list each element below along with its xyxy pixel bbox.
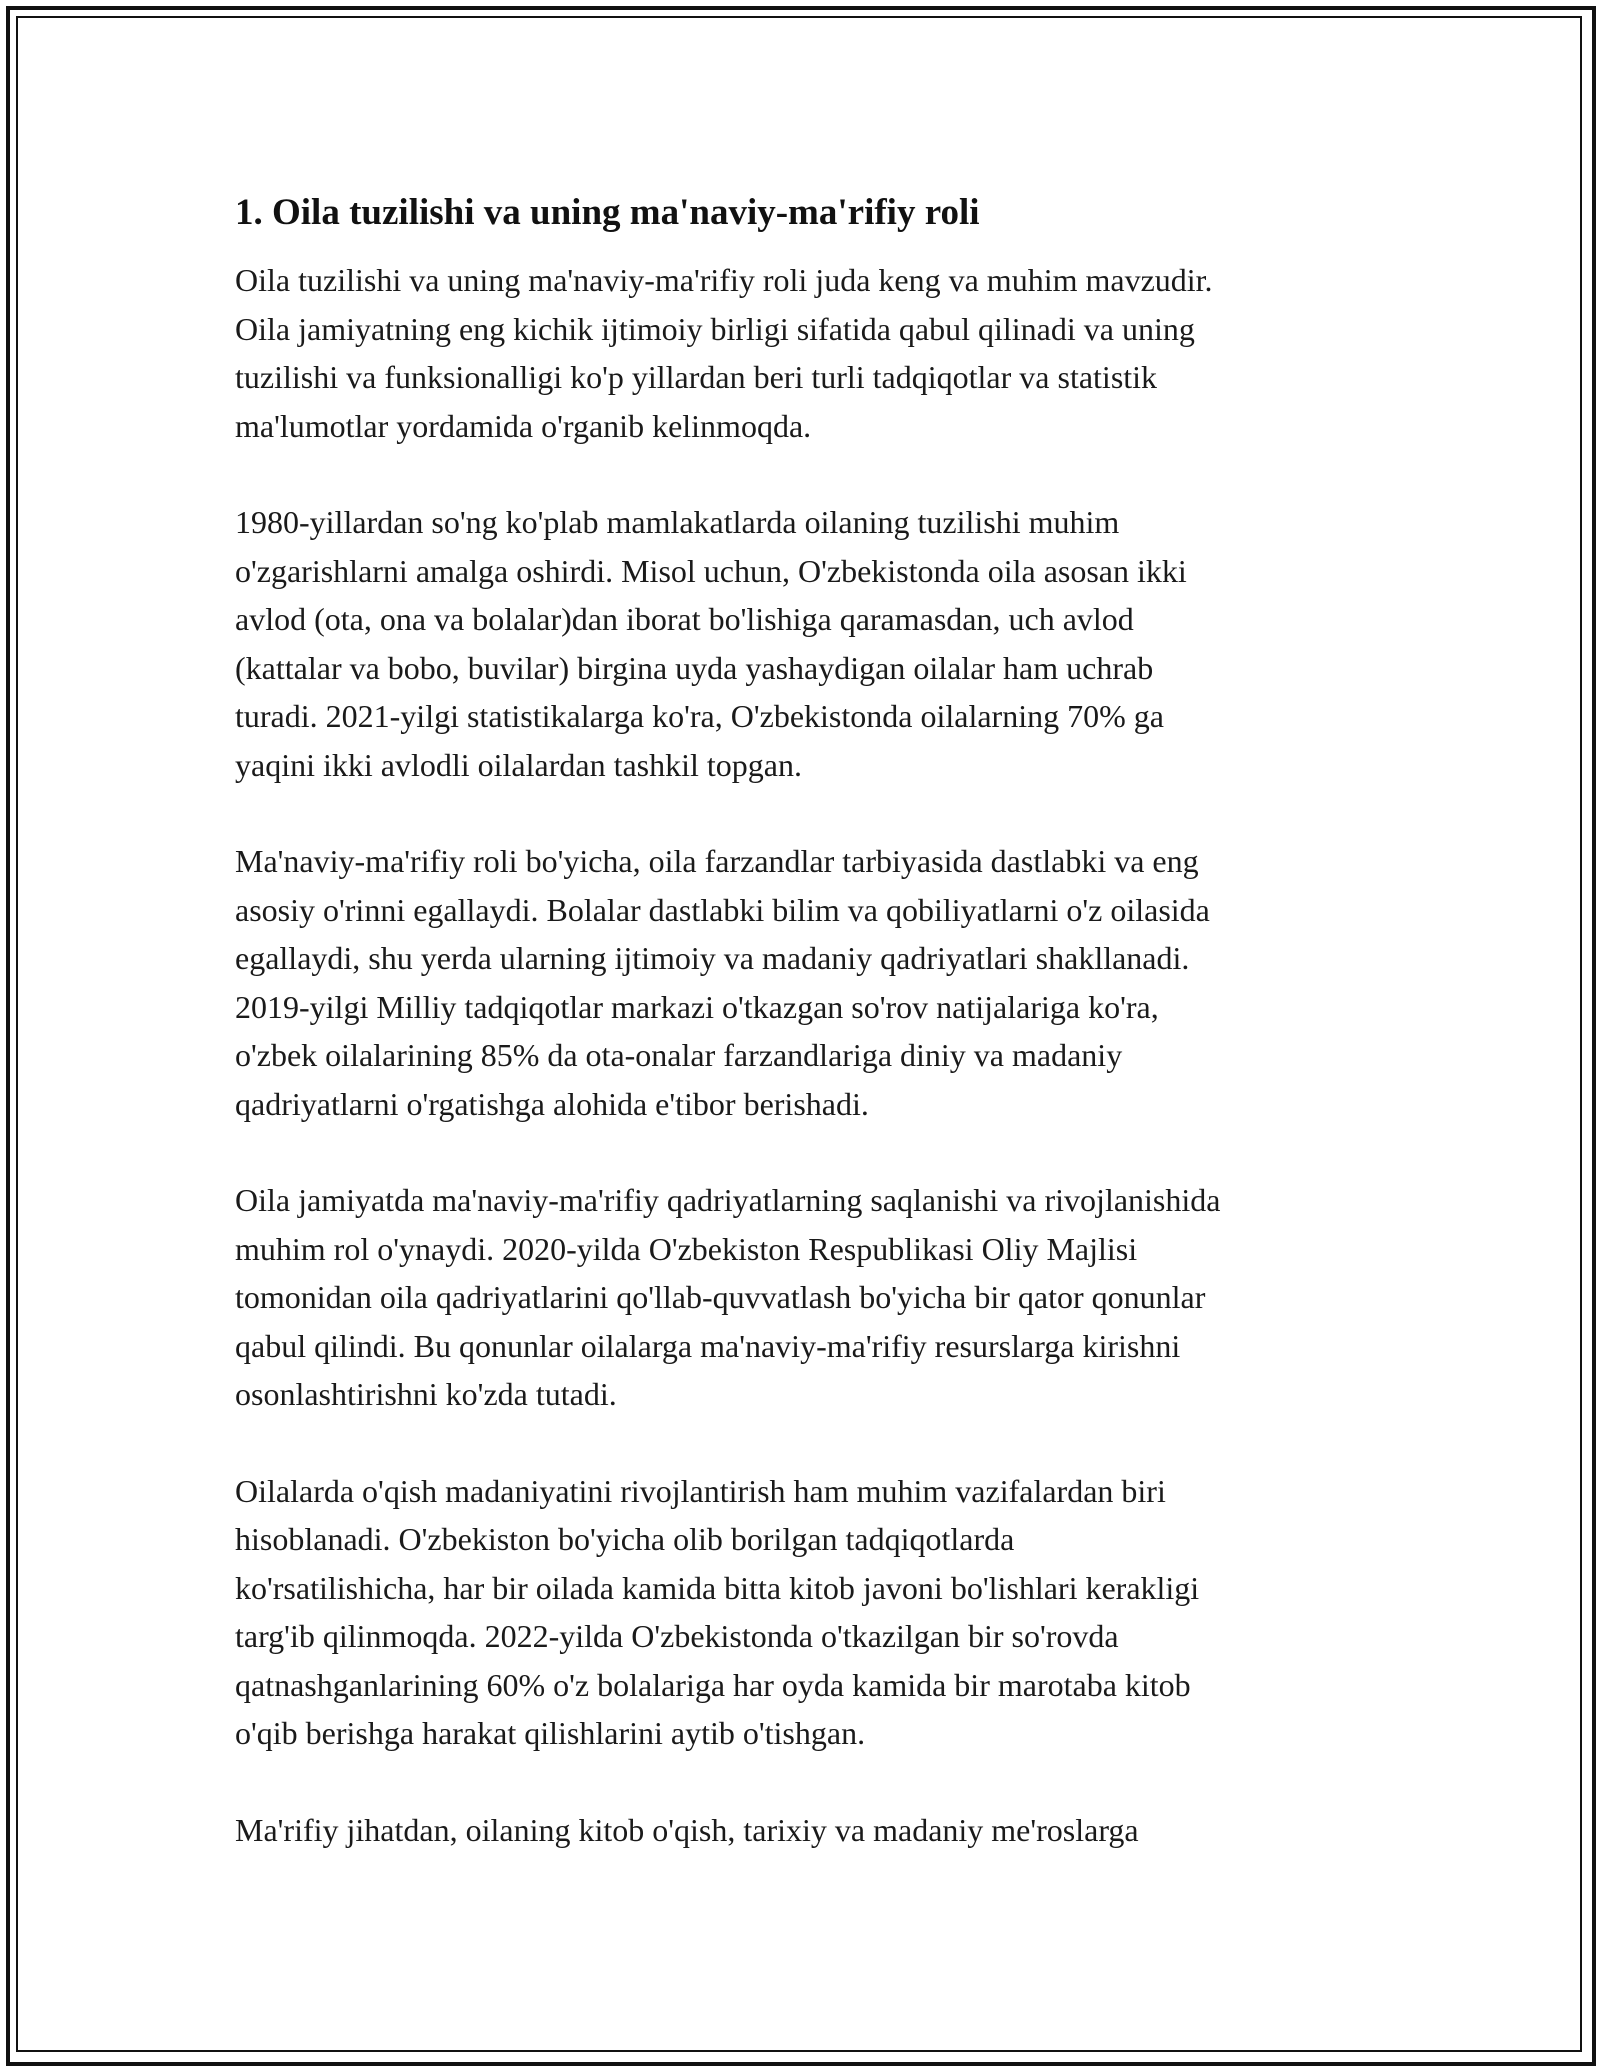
paragraph-6 [235, 1806, 1385, 1855]
text-line: targ'ib qilinmoqda. 2022-yilda O'zbekistonda o'tkazilgan bir so'rovda [235, 1618, 1119, 1654]
text-line: Oila jamiyatning eng kichik ijtimoiy birligi sifatida qabul qilinadi va uning [235, 310, 1195, 347]
text-line: o'qib berishga harakat qilishlarini aytib o'tishgan. [235, 1715, 866, 1751]
text-line: qatnashganlarining 60% o'z bolalariga har oyda kamida bir marotaba kitob [235, 1666, 1191, 1703]
document-body [235, 188, 1385, 1902]
text-line: Ma'naviy-ma'rifiy roli bo'yicha, oila farzandlar tarbiyasida dastlabki va eng [235, 843, 1199, 879]
text-line: tomonidan oila qadriyatlarini qo'llab-quvvatlash bo'yicha bir qator qonunlar [235, 1279, 1206, 1315]
text-line: o'zbek oilalarining 85% da ota-onalar farzandlariga diniy va madaniy [235, 1037, 1123, 1073]
text-line: avlod (ota, ona va bolalar)dan iborat bo'lishiga qaramasdan, uch avlod [235, 601, 1134, 637]
text-line: Oila jamiyatda ma'naviy-ma'rifiy qadriyatlarning saqlanishi va rivojlanishida [235, 1182, 1221, 1218]
text-line: yaqini ikki avlodli oilalardan tashkil topgan. [235, 746, 802, 783]
text-line: asosiy o'rinni egallaydi. Bolalar dastlabki bilim va qobiliyatlarni o'z oilasida [235, 891, 1210, 928]
paragraph-1 [235, 256, 1385, 450]
text-line: turadi. 2021-yilgi statistikalarga ko'ra, O'zbekistonda oilalarning 70% ga [235, 698, 1164, 734]
text-line: osonlashtirishni ko'zda tutadi. [235, 1376, 617, 1412]
text-line: Oila tuzilishi va uning ma'naviy-ma'rifiy roli juda keng va muhim mavzudir. [235, 262, 1213, 298]
text-line: tuzilishi va funksionalligi ko'p yillardan beri turli tadqiqotlar va statistik [235, 359, 1158, 395]
paragraph-3 [235, 837, 1385, 1128]
paragraph-2 [235, 498, 1385, 789]
text-line: qabul qilindi. Bu qonunlar oilalarga ma'naviy-ma'rifiy resurslarga kirishni [235, 1327, 1181, 1364]
text-line: 2019-yilgi Milliy tadqiqotlar markazi o'tkazgan so'rov natijalariga ko'ra, [235, 988, 1159, 1025]
text-line: Oilalarda o'qish madaniyatini rivojlantirish ham muhim vazifalardan biri [235, 1472, 1166, 1509]
text-line: 1980-yillardan so'ng ko'plab mamlakatlarda oilaning tuzilishi muhim [235, 504, 1120, 540]
text-line: ma'lumotlar yordamida o'rganib kelinmoqda. [235, 407, 812, 444]
text-line: o'zgarishlarni amalga oshirdi. Misol uchun, O'zbekistonda oila asosan ikki [235, 552, 1187, 589]
paragraph-5 [235, 1467, 1385, 1758]
text-line: (kattalar va bobo, buvilar) birgina uyda yashaydigan oilalar ham uchrab [235, 649, 1154, 686]
text-line: Ma'rifiy jihatdan, oilaning kitob o'qish, tarixiy va madaniy me'roslarga [235, 1811, 1139, 1848]
paragraph-4 [235, 1176, 1385, 1419]
text-line: ko'rsatilishicha, har bir oilada kamida bitta kitob javoni bo'lishlari kerakligi [235, 1569, 1200, 1606]
text-line: qadriyatlarni o'rgatishga alohida e'tibor berishadi. [235, 1085, 869, 1122]
text-line: hisoblanadi. O'zbekiston bo'yicha olib borilgan tadqiqotlarda [235, 1521, 1015, 1557]
text-line: muhim rol o'ynaydi. 2020-yilda O'zbekiston Respublikasi Oliy Majlisi [235, 1230, 1138, 1267]
text-line: egallaydi, shu yerda ularning ijtimoiy va madaniy qadriyatlari shakllanadi. [235, 940, 1190, 976]
section-heading: 1. Oila tuzilishi va uning ma'naviy-ma'rifiy roli [235, 192, 980, 233]
